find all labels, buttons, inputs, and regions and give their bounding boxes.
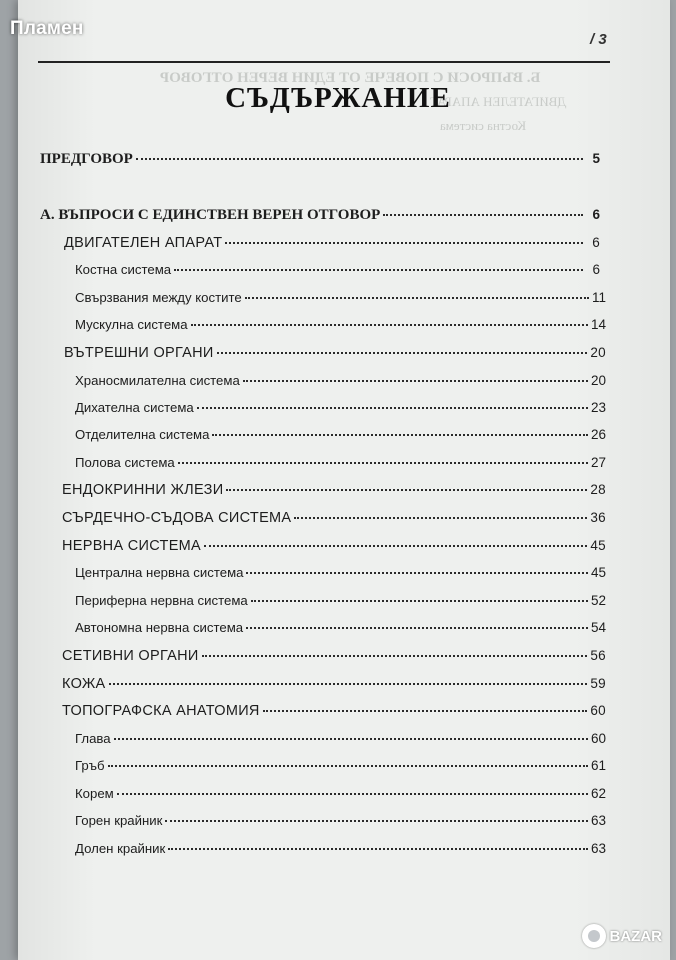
toc-label: СЕТИВНИ ОРГАНИ [62,648,199,664]
toc-label: КОЖА [62,676,106,692]
toc-entry [75,290,606,305]
toc-entry [75,400,606,415]
leader-dots [108,764,588,767]
toc-label: Храносмилателна система [75,373,240,388]
toc-label: ТОПОГРАФСКА АНАТОМИЯ [62,703,260,719]
toc-entry [62,676,606,692]
toc-entry [75,565,606,580]
page-number: / 3 [590,31,607,48]
page-title: СЪДЪРЖАНИЕ [225,82,451,114]
toc-page: 61 [590,758,606,773]
bleed-through-text: Костна система [440,118,527,133]
toc-label: Полова система [75,455,175,470]
toc-entry [75,731,606,746]
toc-page: 52 [590,593,606,608]
toc-page: 14 [590,317,606,332]
toc-label: Отделителна система [75,427,210,442]
leader-dots [109,682,588,685]
leader-dots [245,296,589,299]
leader-dots [178,461,588,464]
toc-entry [64,235,600,251]
toc-entry [75,373,606,388]
toc-entry [75,455,606,470]
toc-page: 6 [592,235,600,250]
toc-label: Свързвания между костите [75,290,242,305]
toc-page: 63 [590,841,606,856]
toc-entry [62,482,606,498]
toc-label: Автономна нервна система [75,620,244,635]
toc-entry [75,786,606,801]
toc-page: 63 [590,813,606,828]
toc-label: Дихателна система [75,400,194,415]
toc-entry [75,317,606,332]
toc-label: А. ВЪПРОСИ С ЕДИНСТВЕН ВЕРЕН ОТГОВОР [40,207,381,223]
toc-label: ЕНДОКРИННИ ЖЛЕЗИ [62,482,224,498]
leader-dots [212,433,588,436]
toc-entry [75,758,606,773]
toc-page: 60 [590,731,606,746]
toc-entry [62,510,606,526]
toc-label: Горен крайник [75,813,163,828]
toc-label: ПРЕДГОВОР [40,151,133,167]
toc-entry [75,427,606,442]
leader-dots [251,599,588,602]
toc-page: 5 [592,151,600,166]
leader-dots [294,516,587,519]
seller-name: Пламен [10,18,84,39]
toc-entry [75,841,606,856]
leader-dots [204,544,587,547]
toc-label: Глава [75,731,111,746]
leader-dots [114,737,588,740]
toc-page: 45 [590,538,606,553]
toc-label: Костна система [75,262,172,277]
toc-label: Гръб [75,758,105,773]
toc-page: 36 [590,510,606,525]
leader-dots [246,571,587,574]
leader-dots [383,213,583,216]
leader-dots [217,351,588,354]
toc-entry [75,620,606,635]
marketplace-watermark [582,924,663,948]
toc-entry [62,648,606,664]
toc-page: 56 [590,648,606,663]
leader-dots [168,847,588,850]
toc-label: НЕРВНА СИСТЕМА [62,538,202,554]
toc-label: Долен крайник [75,841,166,856]
watermark-text: BAZAR [609,927,662,945]
leader-dots [225,241,583,244]
toc-entry [40,207,600,224]
toc-label: Централна нервна система [75,565,244,580]
toc-page: 54 [590,620,606,635]
leader-dots [136,157,583,160]
leader-dots [243,379,588,382]
leader-dots [191,323,588,326]
toc-entry [62,703,606,719]
toc-label: Периферна нервна система [75,593,248,608]
toc-page: 6 [592,262,600,277]
header-rule [38,61,610,63]
leader-dots [174,268,583,271]
toc-page: 20 [590,345,606,360]
toc-label: Корем [75,786,114,801]
toc-page: 26 [590,427,606,442]
toc-entry [75,593,606,608]
toc-label: СЪРДЕЧНО-СЪДОВА СИСТЕМА [62,510,292,526]
toc-entry [62,538,606,554]
toc-page: 28 [590,482,606,497]
toc-entry [64,345,606,361]
toc-page: 27 [590,455,606,470]
toc-page: 60 [590,703,606,718]
toc-page: 23 [590,400,606,415]
leader-dots [263,709,588,712]
leader-dots [117,792,588,795]
toc-page: 62 [590,786,606,801]
leader-dots [246,626,588,629]
toc-label: ВЪТРЕШНИ ОРГАНИ [64,345,214,361]
leader-dots [202,654,588,657]
toc-entry [75,262,600,277]
toc-page: 6 [592,207,600,222]
leader-dots [165,819,588,822]
toc-page: 45 [590,565,606,580]
toc-page: 11 [591,290,606,305]
bleed-through-text: ДВИГАТЕЛЕН АПАРАТ [430,94,567,109]
toc-page: 59 [590,676,606,691]
toc-entry [40,151,600,168]
leader-dots [226,488,587,491]
bleed-through-text: Б. ВЪПРОСИ С ПОВЕЧЕ ОТ ЕДИН ВЕРЕН ОТГОВОР [160,70,541,86]
toc-page: 20 [590,373,606,388]
toc-label: ДВИГАТЕЛЕН АПАРАТ [64,235,223,251]
toc-entry [75,813,606,828]
leader-dots [197,406,588,409]
toc-label: Мускулна система [75,317,188,332]
bazar-logo-icon [582,924,606,948]
